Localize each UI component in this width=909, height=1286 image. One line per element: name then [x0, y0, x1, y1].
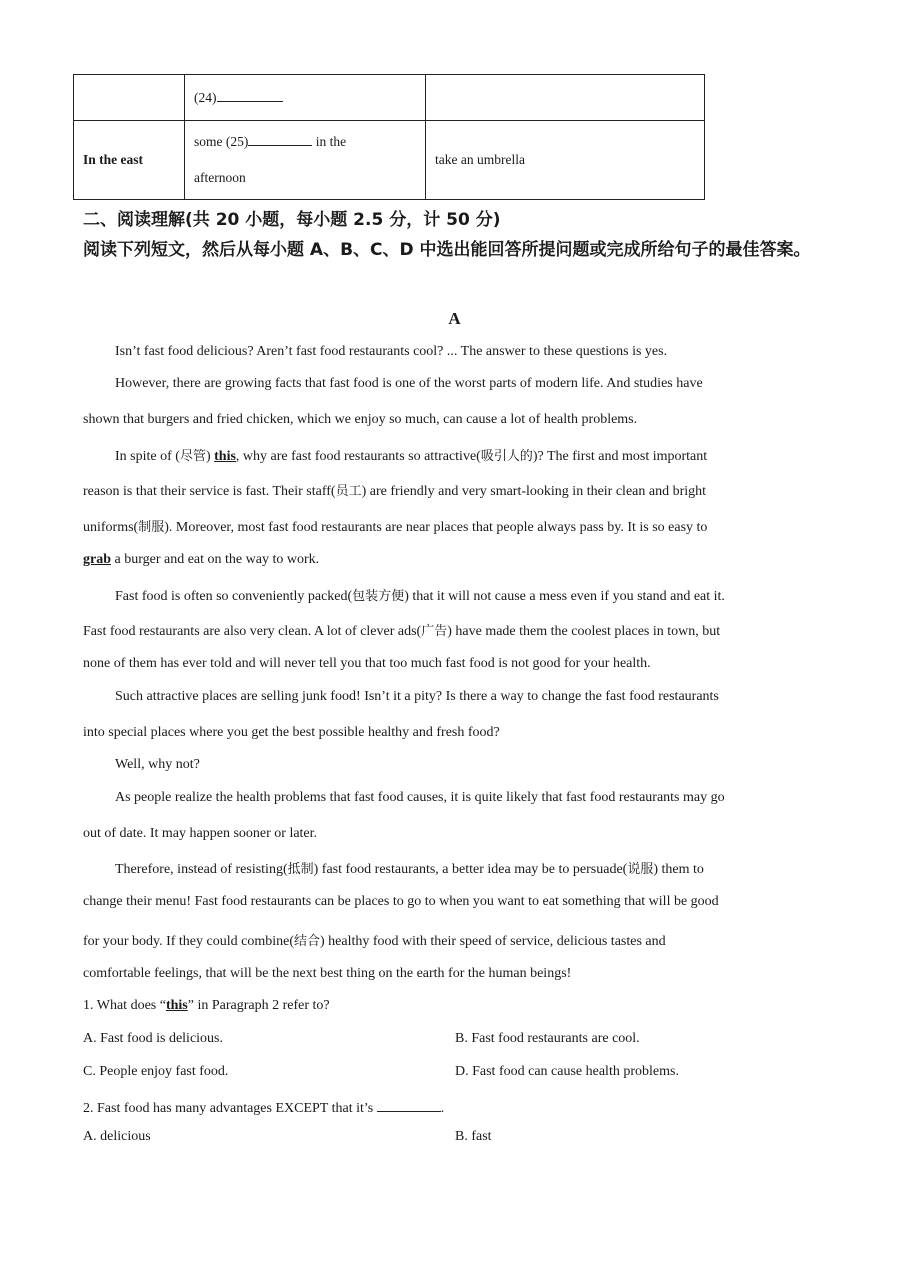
passage-line: Such attractive places are selling junk food! Isn’t it a pity? Is there a way to change the fast food restaurants [115, 689, 719, 704]
section-instruction: 阅读下列短文，然后从每小题 A、B、C、D 中选出能回答所提问题或完成所给句子的最佳答案。 [83, 240, 811, 260]
option-1c[interactable]: C. People enjoy fast food. [83, 1064, 229, 1079]
table-cell-advice: take an umbrella [426, 121, 705, 200]
passage-line [83, 620, 720, 640]
passage-line: As people realize the health problems that fast food causes, it is quite likely that fast food restaurants may go [115, 790, 725, 805]
text-run: 2. Fast food has many advantages EXCEPT that it’s [83, 1101, 377, 1116]
text-run: a burger and eat on the way to work. [111, 552, 320, 567]
text-run: ). Moreover, most fast food restaurants are near places that people always pass by. It is so easy to [164, 520, 708, 535]
chinese-gloss: 抵制 [287, 862, 314, 877]
text-run: ” in Paragraph 2 refer to? [187, 998, 330, 1013]
chinese-gloss: 结合 [293, 934, 320, 949]
passage-line [83, 516, 707, 536]
passage-line: comfortable feelings, that will be the next best thing on the earth for the human beings! [83, 966, 572, 981]
passage-line [83, 552, 319, 568]
option-1b[interactable]: B. Fast food restaurants are cool. [455, 1031, 640, 1046]
cell-text: afternoon [194, 170, 246, 185]
text-run: ) have made them the coolest places in town, but [447, 624, 721, 639]
passage-line [83, 930, 666, 950]
text-run: ) [205, 449, 215, 464]
passage-line: Well, why not? [115, 757, 200, 772]
passage-line: none of them has ever told and will never tell you that too much fast food is not good for your health. [83, 656, 651, 671]
passage-line [115, 858, 704, 878]
text-run: . [440, 1101, 445, 1116]
text-run: ) are friendly and very smart-looking in their clean and bright [361, 484, 707, 499]
chinese-gloss: 尽管 [179, 449, 206, 464]
answer-blank-24[interactable] [217, 86, 283, 102]
keyword-this: this [165, 998, 188, 1013]
passage-line: However, there are growing facts that fast food is one of the worst parts of modern life. And studies have [115, 376, 703, 391]
blank-number: some (25) [194, 134, 249, 149]
table-cell-advice [426, 75, 705, 121]
option-2a[interactable]: A. delicious [83, 1129, 151, 1144]
text-run: uniforms( [83, 520, 139, 535]
blank-number: (24) [194, 89, 217, 105]
chinese-gloss: 吸引人的 [480, 449, 533, 464]
passage-line [83, 480, 706, 500]
text-run: ) fast food restaurants, a better idea may be to persuade( [313, 862, 628, 877]
text-run: Fast food restaurants are also very clean. A lot of clever ads( [83, 624, 422, 639]
text-run: for your body. If they could combine( [83, 934, 294, 949]
chinese-gloss: 说服 [627, 862, 654, 877]
passage-title: A [448, 309, 461, 328]
option-2b[interactable]: B. fast [455, 1129, 492, 1144]
cell-text: in the [312, 134, 347, 149]
question-stem-1 [83, 998, 330, 1014]
answer-blank-25[interactable] [248, 130, 312, 146]
question-stem-2 [83, 1096, 444, 1117]
text-run: Therefore, instead of resisting( [115, 862, 288, 877]
table-cell-region: In the east [74, 121, 185, 200]
table-cell-weather [185, 121, 426, 200]
text-run: ) that it will not cause a mess even if you stand and eat it. [404, 589, 725, 604]
text-run: ) healthy food with their speed of service, delicious tastes and [320, 934, 666, 949]
chinese-gloss: 员工 [335, 484, 362, 499]
passage-line: shown that burgers and fried chicken, which we enjoy so much, can cause a lot of health problems. [83, 412, 638, 427]
passage-line [115, 445, 707, 465]
passage-line: out of date. It may happen sooner or later. [83, 826, 318, 841]
passage-line: into special places where you get the best possible healthy and fresh food? [83, 725, 500, 740]
table-row [74, 75, 705, 121]
chinese-gloss: 广告 [421, 624, 448, 639]
text-run: 1. What does “ [83, 998, 166, 1013]
table-cell-region [74, 75, 185, 121]
option-1d[interactable]: D. Fast food can cause health problems. [455, 1064, 679, 1079]
passage-line: change their menu! Fast food restaurants can be places to go to when you want to eat something that will be good [83, 894, 719, 909]
text-run: reason is that their service is fast. Their staff( [83, 484, 336, 499]
text-run: )? The first and most important [532, 449, 708, 464]
answer-blank-q2[interactable] [377, 1096, 441, 1112]
keyword-grab: grab [83, 552, 111, 567]
weather-table [73, 74, 705, 200]
text-run: , why are fast food restaurants so attractive( [235, 449, 481, 464]
text-run: Fast food is often so conveniently packed( [115, 589, 353, 604]
chinese-gloss: 包装方便 [352, 589, 405, 604]
passage-line [115, 585, 725, 605]
chinese-gloss: 制服 [138, 520, 165, 535]
text-run: ) them to [653, 862, 704, 877]
table-row [74, 121, 705, 200]
keyword-this: this [214, 449, 236, 464]
text-run: In spite of ( [115, 449, 180, 464]
passage-line: Isn’t fast food delicious? Aren’t fast food restaurants cool? ... The answer to these questions is yes. [115, 344, 668, 359]
table-cell-weather [185, 75, 426, 121]
option-1a[interactable]: A. Fast food is delicious. [83, 1031, 223, 1046]
section-heading: 二、阅读理解(共 20 小题，每小题 2.5 分，计 50 分) [83, 210, 501, 230]
